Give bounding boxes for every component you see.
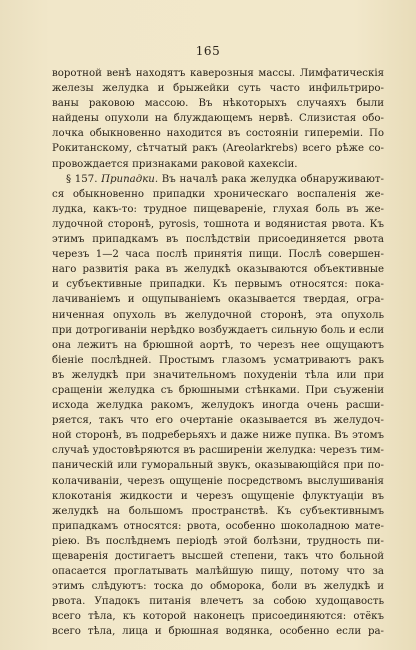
text-line: лачиваніемъ и ощупываніемъ оказывается твердая, огра- bbox=[52, 294, 384, 306]
text-line: наго развитія рака въ желудкѣ оказываются объективные bbox=[52, 264, 384, 276]
text-line: клокотанія жидкости и черезъ ощущеніе флуктуаціи въ bbox=[52, 490, 384, 502]
text-line: воротной венѣ находятъ каверозныя массы. Лимфатическія bbox=[52, 68, 384, 79]
text-line: лудка, какъ-то: трудное пищевареніе, глухая боль въ же- bbox=[52, 203, 384, 215]
text-line: этимъ слѣдуютъ: тоска до обморока, боли въ желудкѣ и bbox=[52, 581, 384, 593]
text-line: она лежитъ на брюшной аортѣ, то черезъ нее ощущаютъ bbox=[52, 339, 384, 351]
text-line: паническій или гуморальный звукъ, оказывающійся при по- bbox=[52, 460, 384, 472]
text-line: случаѣ удостовѣряются въ расширеніи желудка: черезъ тим- bbox=[52, 445, 384, 457]
text-line: исхода желудка ракомъ, желудокъ иногда очень расши- bbox=[52, 400, 384, 412]
text-line: желудкѣ на большомъ пространствѣ. Къ субъективнымъ bbox=[52, 505, 384, 517]
text-line: припадкамъ относятся: рвота, особенно шоколадною мате- bbox=[52, 520, 384, 532]
text-line: ріею. Въ послѣднемъ періодѣ этой болѣзни, трудность пи- bbox=[52, 535, 384, 547]
text-line: всего тѣла, лица и брюшная водянка, особенно если ра- bbox=[52, 626, 384, 638]
text-line: ряется, такъ что его очертаніе оказывается въ желудоч- bbox=[52, 415, 384, 427]
text-line: провождается признаками раковой кахексіи. bbox=[52, 158, 298, 170]
text-line: ся обыкновенно припадки хроническаго воспаленія же- bbox=[52, 188, 384, 200]
section-heading-line: § 157. Припадки. Въ началѣ рака желудка обнаруживают- bbox=[66, 173, 384, 185]
text-line: всего тѣла, къ которой наконецъ присоединяются: отёкъ bbox=[52, 611, 384, 623]
text-line: при дотрогиваніи нерѣдко возбуждаетъ сильную боль и если bbox=[52, 324, 384, 336]
section-title: Припадки. bbox=[101, 173, 159, 185]
text-line: этимъ припадкамъ въ послѣдствіи присоединяется рвота bbox=[52, 234, 384, 246]
text-line: опасается проглатывать малѣйшую пищу, потому что за bbox=[52, 566, 384, 578]
page-number: 165 bbox=[195, 44, 221, 58]
text-line: рвота. Упадокъ питанія влечетъ за собою худощавость bbox=[52, 596, 384, 608]
body-text bbox=[52, 66, 384, 640]
text-line: колачиваніи, черезъ ощущеніе посредствомъ выслушиванія bbox=[52, 475, 384, 487]
text-line: Рокитанскому, сѣтчатый ракъ (Areolarkrebs) всего рѣже со- bbox=[52, 143, 384, 155]
text-line: щеваренія достигаетъ высшей степени, такъ что больной bbox=[52, 551, 384, 562]
text-line: лочка обыкновенно находится въ состояніи гипереміи. По bbox=[52, 128, 384, 140]
text-line: въ желудкѣ при значительномъ похуденіи тѣла или при bbox=[52, 369, 384, 381]
text-line: ваны раковою массою. Въ нѣкоторыхъ случаяхъ были bbox=[52, 98, 384, 110]
text-line: найдены опухоли на блуждающемъ нервѣ. Слизистая обо- bbox=[52, 113, 384, 125]
text-line: сращеніи желудка съ брюшными стѣнками. При съуженіи bbox=[52, 384, 384, 396]
text-line: и субъективные припадки. Къ первымъ относятся: пока- bbox=[52, 279, 384, 291]
text-line: лудочной сторонѣ, pyrosis, тошнота и водянистая рвота. Къ bbox=[52, 218, 384, 230]
text-line: біеніе послѣдней. Простымъ глазомъ усматриваютъ ракъ bbox=[52, 354, 384, 366]
text-line: черезъ 1—2 часа послѣ принятія пищи. Послѣ совершен- bbox=[52, 249, 384, 261]
text-line: железы желудка и брыжейки суть часто инфильтриро- bbox=[52, 83, 384, 95]
text-line: ниченная опухоль въ желудочной сторонѣ, эта опухоль bbox=[52, 309, 384, 321]
text-line: ной сторонѣ, въ подреберьяхъ и даже ниже пупка. Въ этомъ bbox=[52, 430, 384, 442]
